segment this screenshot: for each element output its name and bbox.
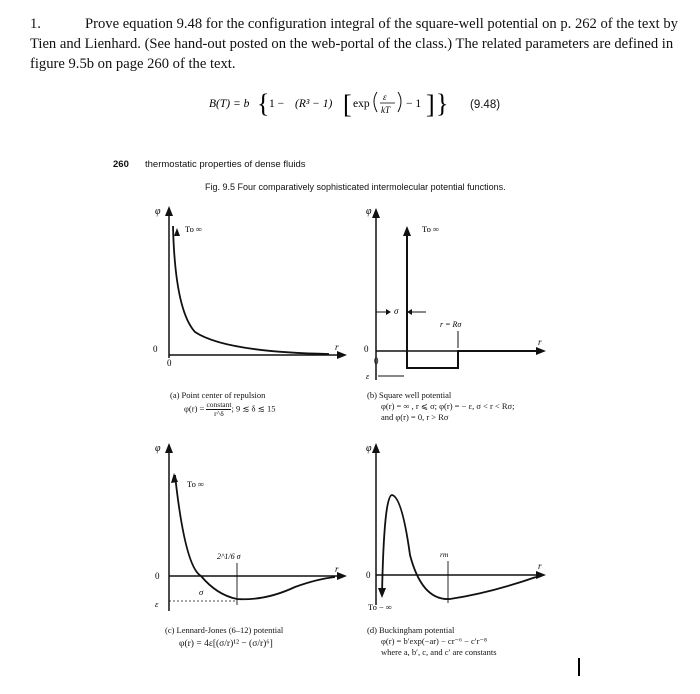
panel-c-epsilon-label: ε xyxy=(155,599,159,609)
panel-b-sigma-arrow-left xyxy=(386,309,391,315)
panel-d-caption xyxy=(367,625,497,658)
panel-d-phi-arrow xyxy=(372,443,380,453)
equation-brace-open: { xyxy=(257,89,270,118)
panel-a-caption-title: (a) Point center of repulsion xyxy=(170,390,266,400)
panel-c-origin: 0 xyxy=(155,571,160,581)
equation-factor: (R³ − 1) xyxy=(295,98,333,110)
panel-d-origin: 0 xyxy=(366,570,371,580)
panel-a-caption-den: r^δ xyxy=(214,409,224,418)
panel-c-phi-arrow xyxy=(165,443,173,453)
panel-b-r-arrow xyxy=(536,347,546,355)
equation-frac-num: ε xyxy=(383,92,387,102)
panel-a-origin: 0 xyxy=(153,344,158,354)
panel-c-curve-arrow xyxy=(171,473,178,483)
problem-statement xyxy=(30,14,680,74)
panel-b-phi-arrow xyxy=(372,208,380,218)
panel-a-curve-arrow xyxy=(174,228,180,236)
panel-d-caption-title: (d) Buckingham potential xyxy=(367,625,455,635)
panel-d-curve-arrow xyxy=(378,588,386,598)
panel-c-caption-title: (c) Lennard-Jones (6–12) potential xyxy=(165,625,284,635)
panel-c-caption-formula: φ(r) = 4ε[(σ/r)¹² − (σ/r)⁶] xyxy=(179,639,273,649)
panel-c-r-label: r xyxy=(335,564,339,574)
figure-caption: Fig. 9.5 Four comparatively sophisticated intermolecular potential functions. xyxy=(205,182,506,192)
panel-a-r-label: r xyxy=(335,342,339,352)
panel-b-plot xyxy=(360,200,560,385)
page-number: 260 xyxy=(113,159,129,170)
panel-d-curve xyxy=(382,495,536,599)
panel-c-curve xyxy=(175,475,335,599)
panel-c-sigma-label: σ xyxy=(199,587,204,597)
panel-d-caption-formula: φ(r) = b′exp(−ar) − cr⁻⁶ − c′r⁻⁸ xyxy=(381,636,487,646)
panel-d-rm-label: rm xyxy=(440,550,449,559)
panel-a-curve xyxy=(173,226,329,354)
problem-text: Prove equation 9.48 for the configuration integral of the square-well potential on p. 262 of the text by Tien and Lienhard. (See hand-out posted on the web-portal of the class.) The related parameters are defined in figure 9.5b on page 260 of the text. xyxy=(30,16,678,72)
panel-a-to-infinity: To ∞ xyxy=(185,224,203,234)
panel-b-caption xyxy=(367,390,514,423)
problem-number: 1. xyxy=(30,16,41,32)
equation-9-48 xyxy=(205,82,465,122)
panel-d-to-minus-infinity: To − ∞ xyxy=(368,602,392,610)
panel-c-phi-label: φ xyxy=(155,443,161,454)
panel-c-min-label: 2^1/6 σ xyxy=(217,552,241,561)
panel-b-to-infinity: To ∞ xyxy=(422,224,440,234)
paren-left xyxy=(374,92,377,112)
panel-a-origin-x: 0 xyxy=(167,358,172,368)
panel-b-caption-line3: and φ(r) = 0, r > Rσ xyxy=(381,412,449,422)
panel-d-r-arrow xyxy=(536,571,546,579)
panel-a-plot xyxy=(145,200,360,370)
panel-a-r-arrow xyxy=(337,351,347,359)
panel-b-r-eq-label: r = Rσ xyxy=(440,320,462,329)
running-head: thermostatic properties of dense fluids xyxy=(145,159,306,170)
panel-a-caption-cond: ; 9 ≲ δ ≲ 15 xyxy=(231,403,276,414)
panel-c-plot xyxy=(145,435,360,615)
panel-b-phi-label: φ xyxy=(366,206,372,217)
panel-a-caption xyxy=(170,390,275,418)
equation-lhs: B(T) = b xyxy=(209,98,250,110)
panel-a-caption-lhs: φ(r) = xyxy=(184,403,207,414)
panel-b-sigma-label: σ xyxy=(394,306,399,316)
panel-b-caption-line2: φ(r) = ∞ , r ⩽ σ; φ(r) = − ε, σ < r < Rσ; xyxy=(381,401,515,411)
panel-b-r-label: r xyxy=(538,337,542,347)
equation-exp: exp xyxy=(353,98,370,110)
panel-a-caption-formula xyxy=(170,401,275,418)
equation-bracket-open: [ xyxy=(343,90,352,119)
equation-brace-close: } xyxy=(436,89,449,118)
panel-b-well xyxy=(407,228,536,368)
panel-a-caption-num: constant xyxy=(206,400,232,409)
panel-d-r-label: r xyxy=(538,561,542,571)
panel-c-to-infinity: To ∞ xyxy=(187,479,205,489)
paren-right xyxy=(398,92,401,112)
equation-number: (9.48) xyxy=(470,99,501,111)
panel-d-phi-label: φ xyxy=(366,443,372,454)
panel-c-caption xyxy=(165,625,283,650)
equation-frac-den: kT xyxy=(381,105,390,115)
panel-a-phi-arrow xyxy=(165,206,173,216)
text-cursor xyxy=(578,658,580,676)
equation-one: 1 − xyxy=(269,98,285,110)
panel-a-phi-label: φ xyxy=(155,206,161,217)
panel-b-wall-arrow xyxy=(403,226,411,236)
equation-bracket-close: ] xyxy=(426,90,435,119)
panel-b-origin: 0 xyxy=(364,344,369,354)
equation-minus-one: − 1 xyxy=(406,98,422,110)
panel-b-caption-title: (b) Square well potential xyxy=(367,390,452,400)
panel-b-epsilon-label: ε xyxy=(366,372,370,381)
panel-b-origin-x: 0 xyxy=(374,356,379,366)
panel-d-plot xyxy=(360,435,560,610)
panel-d-caption-line3: where a, b′, c, and c′ are constants xyxy=(381,647,497,657)
